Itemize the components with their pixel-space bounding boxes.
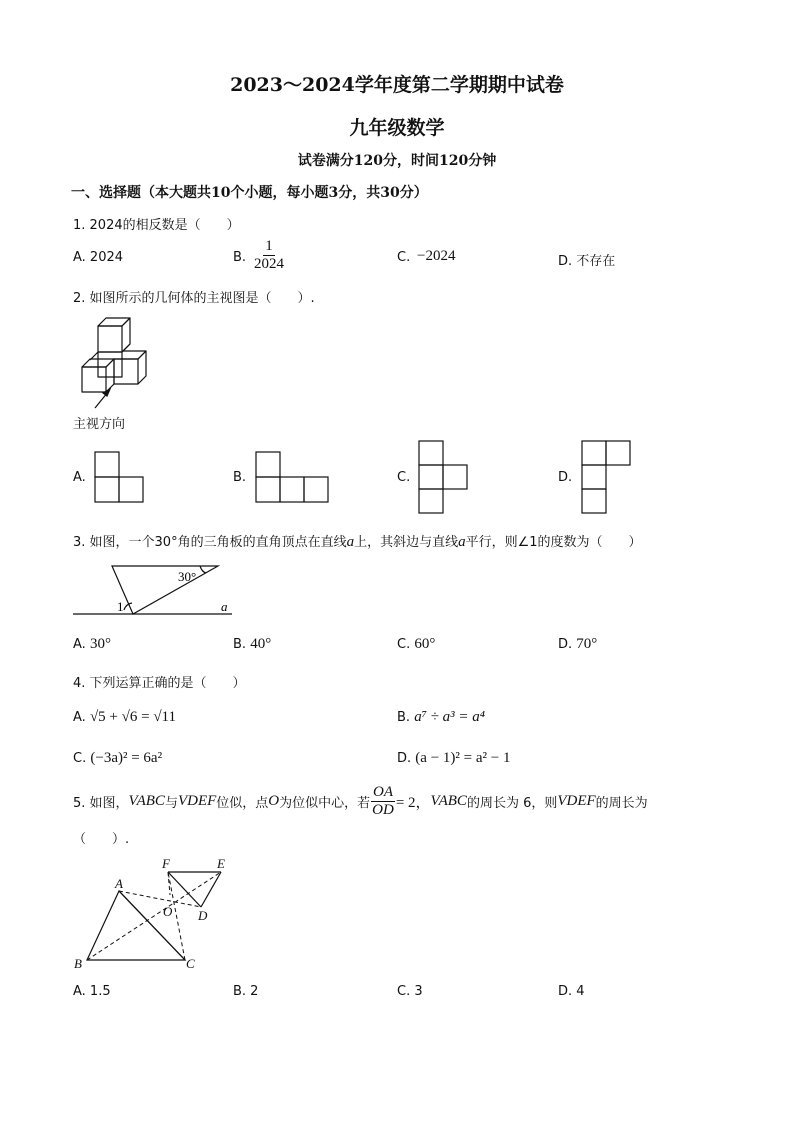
label-b: B <box>74 956 82 971</box>
q3-option-c-value: 60° <box>414 636 436 652</box>
q4-option-b-letter: B. <box>397 710 411 725</box>
q4-option-a-letter: A. <box>73 710 86 725</box>
q3-option-b-letter: B. <box>233 637 247 652</box>
q5-stem-part-5: 的周长为 6，则 <box>466 796 558 811</box>
label-f: F <box>162 856 170 871</box>
question-5-stem-line-2: （ ）. <box>73 832 130 847</box>
q5-stem-part-3: 位似，点 <box>216 796 269 811</box>
q3-var-a-2: a <box>458 534 466 550</box>
q1-option-c-value: −2024 <box>417 248 456 264</box>
exam-info: 试卷满分120分，时间120分钟 <box>297 153 497 169</box>
q3-stem-part-1: 3. 如图，一个30°角的三角板的直角顶点在直线 <box>73 535 347 550</box>
label-o: O <box>163 904 173 919</box>
label-d: D <box>198 908 208 923</box>
q3-option-a-value: 30° <box>89 636 111 652</box>
q3-option-b-value: 40° <box>250 636 272 652</box>
q4-option-a-expr: √5 + √6 = √11 <box>89 709 176 725</box>
q3-var-a: a <box>346 534 355 550</box>
exam-title: 2023～2024学年度第二学期期中试卷 <box>230 74 564 96</box>
view-direction-label: 主视方向 <box>73 417 126 432</box>
q3-stem-part-3: 平行，则∠1的度数为（ ） <box>465 535 642 550</box>
label-e: E <box>217 856 225 871</box>
q1-option-b-label: B. <box>233 250 247 265</box>
question-2-stem: 2. 如图所示的几何体的主视图是（ ）. <box>73 291 315 306</box>
q5-option-a: A. 1.5 <box>73 984 111 999</box>
q2-option-a: A. <box>73 470 86 485</box>
q5-option-c: C. 3 <box>397 984 423 999</box>
q3-option-a-letter: A. <box>73 637 86 652</box>
fraction-denominator: 2024 <box>254 256 284 272</box>
q3-option-d-letter: D. <box>558 637 573 652</box>
q5-stem-part-1: 5. 如图， <box>73 796 129 811</box>
q5-fraction-denominator: OD <box>372 802 394 818</box>
q5-option-d: D. 4 <box>558 984 585 999</box>
q1-option-c-label: C. <box>397 250 411 265</box>
q3-option-c-letter: C. <box>397 637 411 652</box>
q3-line-a-label: a <box>221 599 228 614</box>
q5-stem-part-6: 的周长为 <box>595 796 648 811</box>
q1-option-d: D. 不存在 <box>558 254 616 269</box>
q4-option-d-letter: D. <box>397 751 412 766</box>
q3-angle-30-label: 30° <box>178 569 197 584</box>
q5-option-b: B. 2 <box>233 984 259 999</box>
q4-option-c-expr: (−3a)² = 6a² <box>90 750 163 766</box>
q5-triangle-def-2: VDEF <box>557 793 596 809</box>
label-a: A <box>115 876 123 891</box>
q3-option-d-value: 70° <box>576 636 598 652</box>
q5-triangle-abc-2: VABC <box>430 793 467 809</box>
q5-triangle-abc: VABC <box>128 793 165 809</box>
q5-equals-two: = 2， <box>395 795 431 811</box>
q4-option-c-letter: C. <box>73 751 87 766</box>
exam-subject: 九年级数学 <box>349 117 445 139</box>
q5-point-o: O <box>268 793 280 809</box>
q5-stem-part-2: 与 <box>164 796 178 811</box>
fraction-numerator: 1 <box>265 238 273 254</box>
label-c: C <box>186 956 195 971</box>
q1-option-a: A. 2024 <box>73 250 124 265</box>
q3-stem-part-2: 上，其斜边与直线 <box>354 535 459 550</box>
q3-angle-1-label: 1 <box>117 599 124 614</box>
q4-option-b-expr: a⁷ ÷ a³ = a⁴ <box>414 709 485 725</box>
q4-option-d-expr: (a − 1)² = a² − 1 <box>415 750 511 766</box>
q2-option-b: B. <box>233 470 247 485</box>
question-1-stem: 1. 2024的相反数是（ ） <box>73 218 240 233</box>
q2-option-c: C. <box>397 470 411 485</box>
q2-option-d: D. <box>558 470 573 485</box>
q5-triangle-def: VDEF <box>177 793 217 809</box>
q5-stem-part-4: 为位似中心，若 <box>279 796 371 811</box>
section-heading: 一、选择题（本大题共10个小题，每小题3分，共30分） <box>71 185 428 201</box>
q5-fraction-numerator: OA <box>372 784 393 800</box>
question-4-stem: 4. 下列运算正确的是（ ） <box>73 676 246 691</box>
